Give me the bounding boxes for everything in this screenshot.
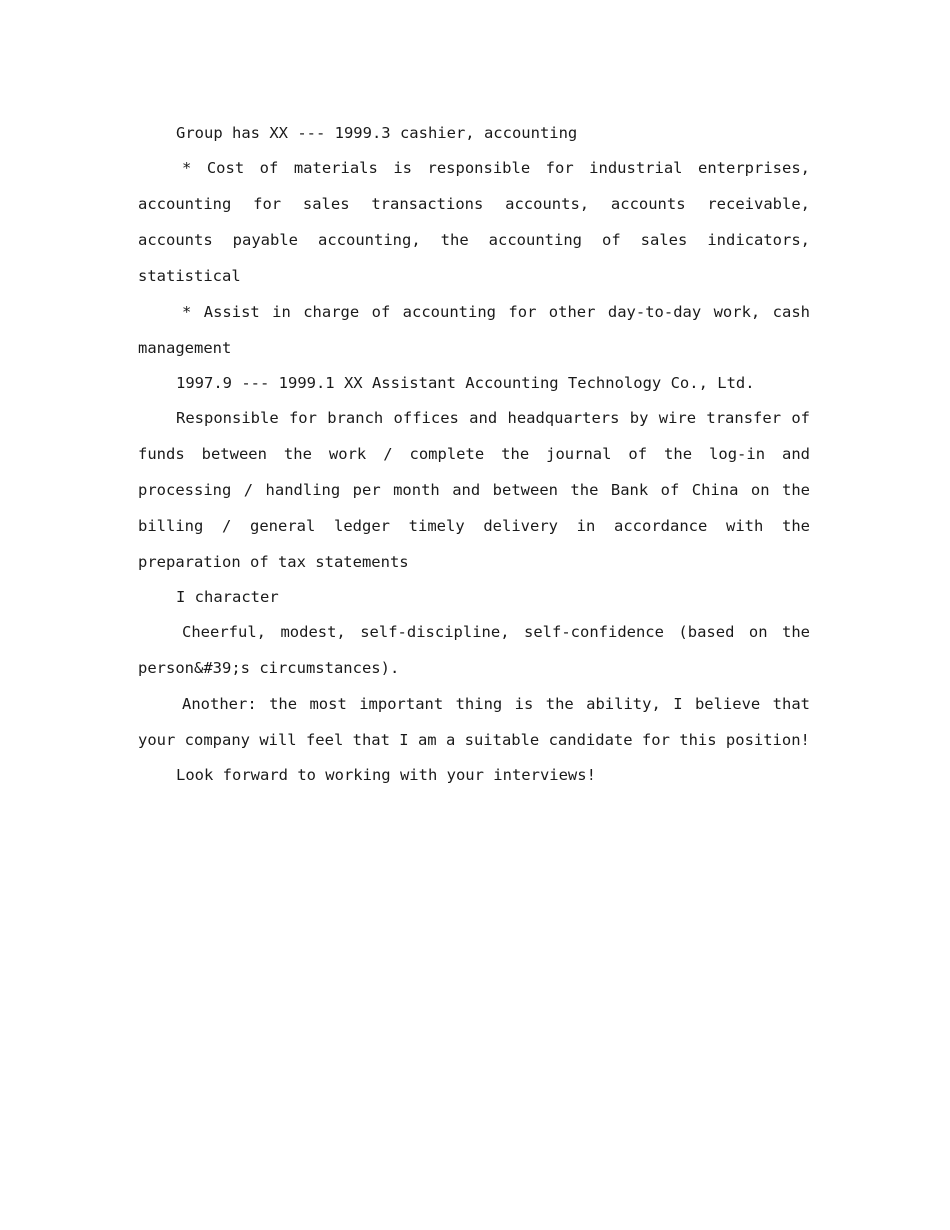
closing-paragraph: Another: the most important thing is the ability, I believe that your company will feel that I am a suitable candidate for this position!	[138, 695, 810, 749]
character-paragraph: Cheerful, modest, self-discipline, self-confidence (based on the person&#39;s circumstances).	[138, 623, 810, 677]
experience-heading-1: Group has XX --- 1999.3 cashier, accounting	[176, 124, 578, 142]
document-page	[138, 116, 810, 792]
character-heading: I character	[176, 588, 279, 606]
bullet-cost-of-materials: * Cost of materials is responsible for industrial enterprises, accounting for sales transactions accounts, accounts receivable, accounts payable accounting, the accounting of sales indicators, statistical	[138, 159, 810, 285]
sign-off-line: Look forward to working with your interviews!	[176, 766, 596, 784]
experience-heading-2: 1997.9 --- 1999.1 XX Assistant Accounting Technology Co., Ltd.	[176, 374, 755, 392]
bullet-assist-accounting: * Assist in charge of accounting for other day-to-day work, cash management	[138, 303, 810, 357]
responsibilities-paragraph: Responsible for branch offices and headquarters by wire transfer of funds between the work / complete the journal of the log-in and processing / handling per month and between the Bank of China on the billing / general ledger timely delivery in accordance with the preparation of tax statements	[138, 409, 810, 571]
